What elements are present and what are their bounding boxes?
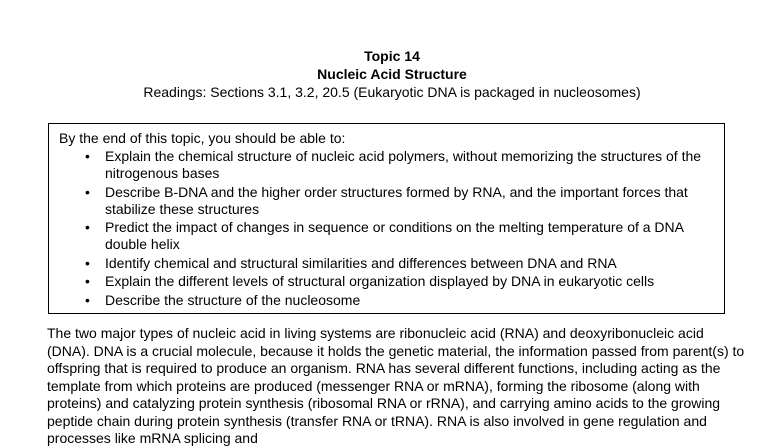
bullet-icon: • [85,254,90,271]
objective-text: Explain the chemical structure of nucleic acid polymers, without memorizing the structures of the nitrogenous bases [105,148,702,181]
learning-objectives-box [48,123,725,314]
objective-item [59,255,714,272]
objectives-intro: By the end of this topic, you should be able to: [59,130,346,146]
bullet-icon: • [85,273,90,289]
objective-item [59,219,714,253]
objective-item [59,292,714,309]
objective-item [59,148,714,182]
readings-line: Readings: Sections 3.1, 3.2, 20.5 (Eukaryotic DNA is packaged in nucleosomes) [143,84,641,100]
bullet-icon: • [85,219,90,235]
objective-text: Describe the structure of the nucleosome [105,291,361,308]
objective-text: Describe B-DNA and the higher order structures formed by RNA, and the important forces that stabilize these structures [105,183,688,217]
objective-item [59,184,714,218]
document-header [0,47,784,101]
objective-text: Explain the different levels of structural organization displayed by DNA in eukaryotic cells [105,273,655,289]
objectives-list [59,148,714,309]
topic-title: Nucleic Acid Structure [317,66,467,82]
topic-number: Topic 14 [364,48,420,64]
bullet-icon: • [85,291,90,308]
bullet-icon: • [85,183,90,200]
intro-paragraph: The two major types of nucleic acid in living systems are ribonucleic acid (RNA) and deoxyribonucleic acid (DNA). DNA is a crucial molecule, because it holds the genetic material, the information passed from parent(s) to offspring that is required to produce an organism. RNA has several different functions, including acting as the template from which proteins are produced (messenger RNA or mRNA), forming the ribosome (along with proteins) and catalyzing protein synthesis (ribosomal RNA or rRNA), and carrying amino acids to the growing peptide chain during protein synthesis (transfer RNA or tRNA). RNA is also involved in gene regulation and processes like mRNA splicing and [47,325,745,446]
objective-item [59,273,714,290]
objective-text: Predict the impact of changes in sequence or conditions on the melting temperature of a DNA double helix [105,219,684,252]
bullet-icon: • [85,148,90,164]
objective-text: Identify chemical and structural similarities and differences between DNA and RNA [105,254,617,271]
